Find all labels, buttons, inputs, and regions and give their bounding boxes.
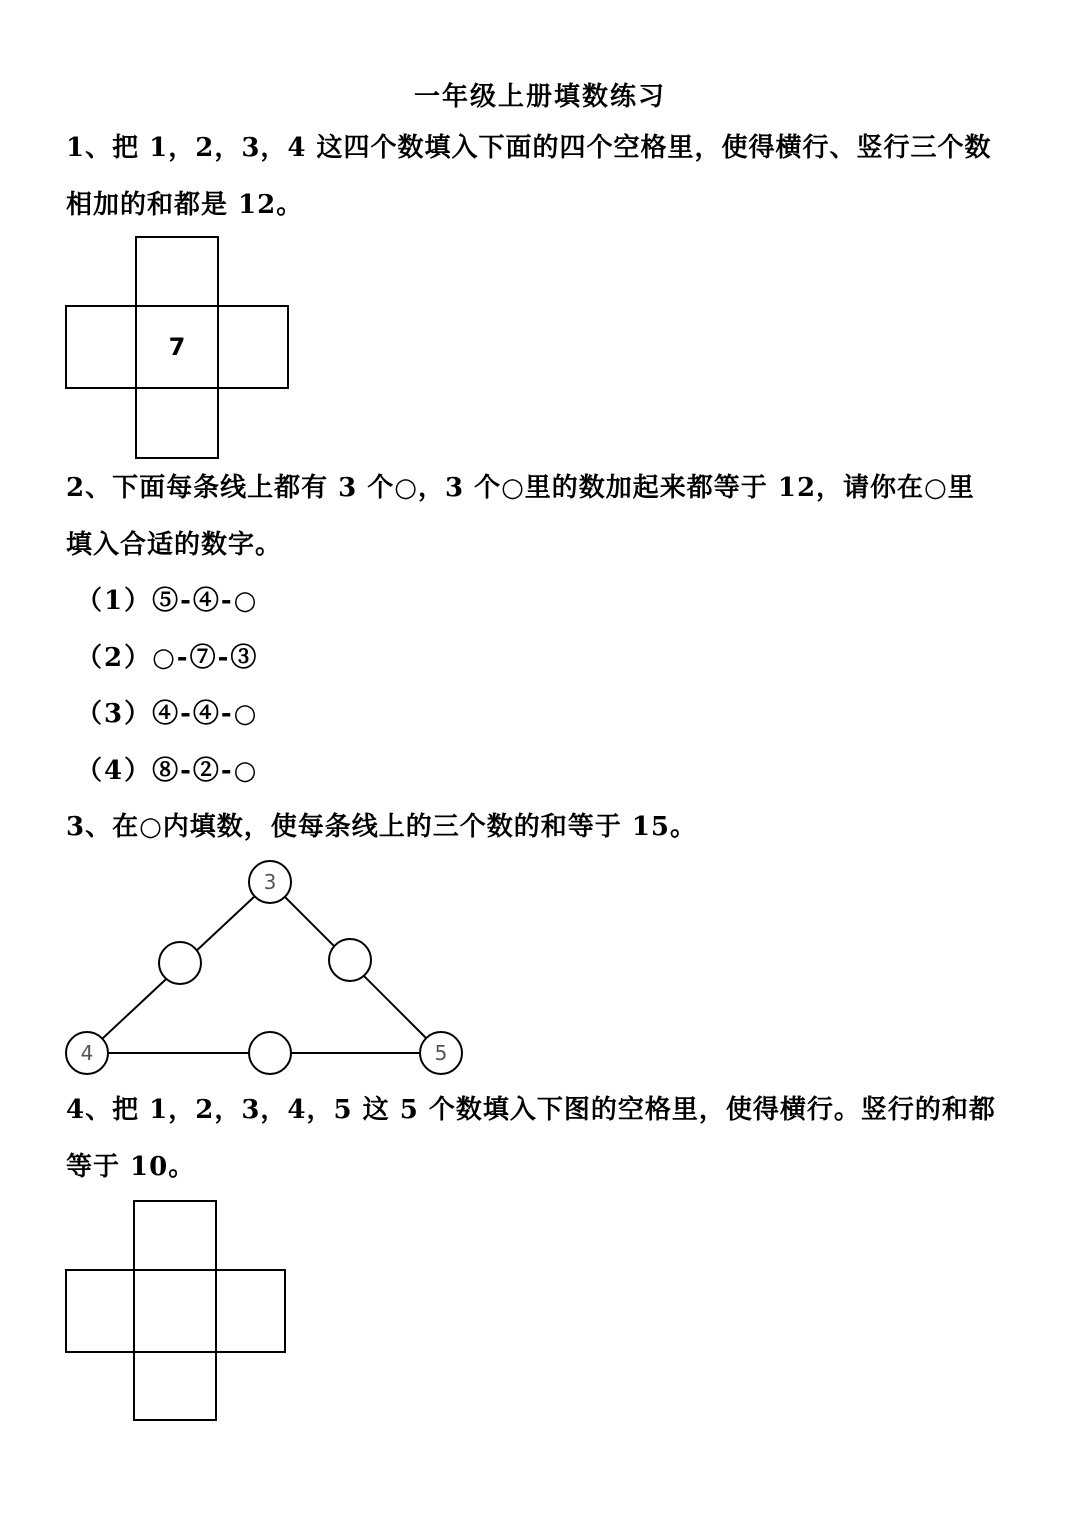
question-4-text-line-2: 等于 10。 [66, 1152, 196, 1182]
page-title: 一年级上册填数练习 [413, 82, 666, 112]
node-bottom-right-value: 5 [434, 1041, 448, 1065]
q1-cell-top[interactable] [135, 236, 219, 307]
q1-cell-left[interactable] [65, 305, 137, 389]
question-4-text-line-1: 4、把 1，2，3，4，5 这 5 个数填入下图的空格里，使得横行。竖行的和都 [66, 1095, 996, 1125]
node-right-mid-circle[interactable] [329, 939, 371, 981]
question-2-item-1: （1）⑤-④-○ [76, 586, 259, 616]
q1-cell-bottom[interactable] [135, 387, 219, 459]
node-bottom-left-value: 4 [80, 1041, 94, 1065]
node-left-mid-circle[interactable] [159, 942, 201, 984]
question-2-item-4: （4）⑧-②-○ [76, 756, 259, 786]
q1-cell-right[interactable] [217, 305, 289, 389]
q1-cell-center: 7 [135, 305, 219, 389]
question-3-text-line-1: 3、在○内填数，使每条线上的三个数的和等于 15。 [66, 812, 698, 842]
node-bottom-mid-circle[interactable] [249, 1032, 291, 1074]
q4-cell-top[interactable] [133, 1200, 217, 1271]
question-3-triangle-diagram [0, 850, 500, 1090]
question-1-text-line-1: 1、把 1，2，3，4 这四个数填入下面的四个空格里，使得横行、竖行三个数 [66, 133, 992, 163]
question-2-item-2: （2）○-⑦-③ [76, 643, 259, 673]
q4-cell-center[interactable] [133, 1269, 217, 1353]
q4-cell-right[interactable] [215, 1269, 286, 1353]
question-1-text-line-2: 相加的和都是 12。 [66, 190, 304, 220]
q4-cell-bottom[interactable] [133, 1351, 217, 1421]
question-2-text-line-1: 2、下面每条线上都有 3 个○，3 个○里的数加起来都等于 12，请你在○里 [66, 473, 975, 503]
q4-cell-left[interactable] [65, 1269, 135, 1353]
question-2-text-line-2: 填入合适的数字。 [66, 530, 283, 560]
question-2-item-3: （3）④-④-○ [76, 699, 259, 729]
node-top-value: 3 [263, 870, 277, 894]
